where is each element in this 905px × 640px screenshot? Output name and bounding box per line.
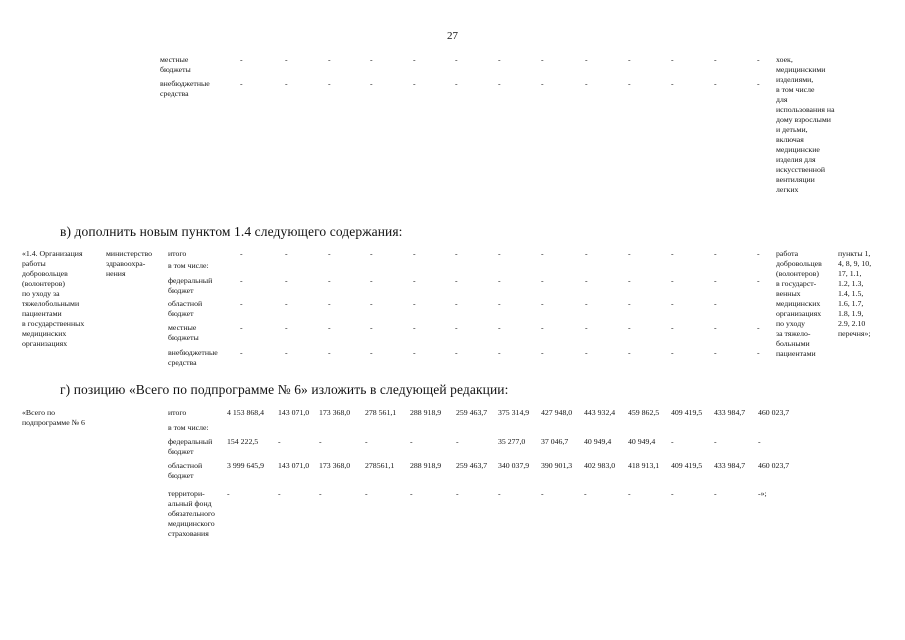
item-14-cell: - bbox=[370, 249, 373, 258]
top-cell: - bbox=[541, 79, 544, 88]
item-14-cell: - bbox=[455, 276, 458, 285]
top-cell: - bbox=[671, 55, 674, 64]
top-cell: - bbox=[240, 79, 243, 88]
total-cell: - bbox=[410, 489, 413, 498]
item-14-cell: - bbox=[240, 348, 243, 357]
total-cell: 288 918,9 bbox=[410, 408, 442, 417]
item-14-cell: - bbox=[671, 299, 674, 308]
item-14-cell: - bbox=[757, 348, 760, 357]
top-cell: - bbox=[285, 55, 288, 64]
item-14-cell: - bbox=[671, 348, 674, 357]
total-cell: - bbox=[227, 489, 230, 498]
item-14-cell: - bbox=[671, 323, 674, 332]
total-cell: - bbox=[278, 489, 281, 498]
item-14-cell: - bbox=[285, 299, 288, 308]
total-cell: - bbox=[541, 489, 544, 498]
item-14-cell: - bbox=[370, 323, 373, 332]
top-result-text: хоек, медицинскими изделиями, в том числе для использования на дому взрослыми и детьми, включая медицинские изделия для искусственной вентиляции легких bbox=[776, 55, 835, 194]
item-14-cell: - bbox=[240, 276, 243, 285]
top-cell: - bbox=[455, 79, 458, 88]
item-14-cell: - bbox=[285, 348, 288, 357]
total-cell: 427 948,0 bbox=[541, 408, 573, 417]
total-row-label: итого bbox=[168, 408, 187, 417]
total-row-label: федеральный бюджет bbox=[168, 437, 213, 456]
item-14-cell: - bbox=[541, 249, 544, 258]
total-cell: 418 913,1 bbox=[628, 461, 660, 470]
item-14-cell: - bbox=[413, 249, 416, 258]
total-cell: 259 463,7 bbox=[456, 408, 488, 417]
total-cell: - bbox=[365, 489, 368, 498]
item-14-cell: - bbox=[498, 276, 501, 285]
item-14-cell: - bbox=[370, 299, 373, 308]
top-cell: - bbox=[370, 55, 373, 64]
total-cell: - bbox=[410, 437, 413, 446]
top-row-label: местные бюджеты bbox=[160, 55, 191, 74]
item-14-row-label: областной бюджет bbox=[168, 299, 203, 318]
item-14-cell: - bbox=[541, 276, 544, 285]
total-row-label: территори- альный фонд обязательного медицинского страхования bbox=[168, 489, 215, 538]
item-14-cell: - bbox=[628, 299, 631, 308]
top-row-label: внебюджетные средства bbox=[160, 79, 210, 98]
top-cell: - bbox=[585, 55, 588, 64]
total-cell: 340 037,9 bbox=[498, 461, 530, 470]
item-14-cell: - bbox=[370, 276, 373, 285]
item-14-cell: - bbox=[455, 348, 458, 357]
total-cell: 288 918,9 bbox=[410, 461, 442, 470]
item-14-cell: - bbox=[498, 348, 501, 357]
item-14-cell: - bbox=[328, 276, 331, 285]
top-cell: - bbox=[328, 79, 331, 88]
item-14-cell: - bbox=[585, 249, 588, 258]
total-cell: 390 901,3 bbox=[541, 461, 573, 470]
item-14-cell: - bbox=[628, 276, 631, 285]
item-14-links: пункты 1, 4, 8, 9, 10, 17, 1.1, 1.2, 1.3, 1.4, 1.5, 1.6, 1.7, 1.8, 1.9, 2.9, 2.10 перечня»; bbox=[838, 249, 872, 338]
item-14-row-label: итого bbox=[168, 249, 187, 258]
item-14-cell: - bbox=[585, 299, 588, 308]
total-cell: - bbox=[498, 489, 501, 498]
item-14-cell: - bbox=[585, 348, 588, 357]
total-cell: - bbox=[671, 437, 674, 446]
total-cell: 154 222,5 bbox=[227, 437, 259, 446]
total-cell: 278 561,1 bbox=[365, 408, 397, 417]
item-14-result: работа добровольцев (волонтеров) в государст- венных медицинских организациях по уходу за тяжело- больными пациентами bbox=[776, 249, 822, 358]
total-cell: 460 023,7 bbox=[758, 408, 790, 417]
total-cell: 443 932,4 bbox=[584, 408, 616, 417]
total-cell: - bbox=[584, 489, 587, 498]
item-14-cell: - bbox=[671, 249, 674, 258]
top-cell: - bbox=[240, 55, 243, 64]
item-14-row-label: в том числе: bbox=[168, 261, 209, 270]
item-14-cell: - bbox=[498, 299, 501, 308]
total-cell: 402 983,0 bbox=[584, 461, 616, 470]
total-cell: 278561,1 bbox=[365, 461, 395, 470]
item-14-cell: - bbox=[757, 249, 760, 258]
total-cell: 433 984,7 bbox=[714, 408, 746, 417]
item-14-cell: - bbox=[328, 299, 331, 308]
total-name: «Всего по подпрограмме № 6 bbox=[22, 408, 85, 427]
total-cell: 37 046,7 bbox=[541, 437, 569, 446]
total-cell: -»; bbox=[758, 489, 767, 498]
item-14-cell: - bbox=[455, 249, 458, 258]
item-14-cell: - bbox=[714, 249, 717, 258]
item-14-cell: - bbox=[714, 276, 717, 285]
total-cell: 173 368,0 bbox=[319, 461, 351, 470]
top-cell: - bbox=[498, 55, 501, 64]
item-14-cell: - bbox=[455, 323, 458, 332]
item-14-cell: - bbox=[285, 249, 288, 258]
top-cell: - bbox=[757, 79, 760, 88]
item-14-cell: - bbox=[328, 348, 331, 357]
top-cell: - bbox=[714, 79, 717, 88]
top-cell: - bbox=[671, 79, 674, 88]
total-cell: - bbox=[365, 437, 368, 446]
top-cell: - bbox=[585, 79, 588, 88]
total-cell: 409 419,5 bbox=[671, 408, 703, 417]
item-14-cell: - bbox=[714, 323, 717, 332]
total-cell: 259 463,7 bbox=[456, 461, 488, 470]
total-cell: - bbox=[758, 437, 761, 446]
total-cell: - bbox=[456, 489, 459, 498]
item-14-cell: - bbox=[498, 323, 501, 332]
item-14-cell: - bbox=[714, 348, 717, 357]
item-14-cell: - bbox=[498, 249, 501, 258]
item-14-name: «1.4. Организация работы добровольцев (волонтеров) по уходу за тяжелобольными пациентами в государственных медицинских организациях bbox=[22, 249, 85, 348]
total-cell: 143 071,0 bbox=[278, 408, 310, 417]
item-14-cell: - bbox=[628, 348, 631, 357]
item-14-cell: - bbox=[757, 276, 760, 285]
total-cell: 143 071,0 bbox=[278, 461, 310, 470]
top-cell: - bbox=[413, 79, 416, 88]
top-cell: - bbox=[370, 79, 373, 88]
total-cell: 40 949,4 bbox=[584, 437, 612, 446]
top-cell: - bbox=[285, 79, 288, 88]
item-14-cell: - bbox=[240, 323, 243, 332]
total-row-label: областной бюджет bbox=[168, 461, 203, 480]
top-cell: - bbox=[498, 79, 501, 88]
item-14-row-label: местные бюджеты bbox=[168, 323, 199, 342]
item-14-cell: - bbox=[240, 299, 243, 308]
item-14-cell: - bbox=[455, 299, 458, 308]
top-cell: - bbox=[541, 55, 544, 64]
item-14-cell: - bbox=[285, 276, 288, 285]
item-14-cell: - bbox=[240, 249, 243, 258]
total-cell: - bbox=[628, 489, 631, 498]
total-cell: 433 984,7 bbox=[714, 461, 746, 470]
total-cell: 375 314,9 bbox=[498, 408, 530, 417]
heading-g: г) позицию «Всего по подпрограмме № 6» изложить в следующей редакции: bbox=[60, 382, 509, 397]
item-14-cell: - bbox=[541, 323, 544, 332]
item-14-cell: - bbox=[413, 276, 416, 285]
item-14-cell: - bbox=[714, 299, 717, 308]
item-14-cell: - bbox=[671, 276, 674, 285]
total-cell: - bbox=[456, 437, 459, 446]
item-14-cell: - bbox=[541, 299, 544, 308]
top-cell: - bbox=[714, 55, 717, 64]
total-cell: 35 277,0 bbox=[498, 437, 526, 446]
top-cell: - bbox=[328, 55, 331, 64]
item-14-cell: - bbox=[285, 323, 288, 332]
item-14-row-label: внебюджетные средства bbox=[168, 348, 218, 367]
item-14-cell: - bbox=[328, 249, 331, 258]
heading-v: в) дополнить новым пунктом 1.4 следующего содержания: bbox=[60, 224, 403, 239]
item-14-cell: - bbox=[413, 323, 416, 332]
total-cell: - bbox=[714, 489, 717, 498]
total-cell: 460 023,7 bbox=[758, 461, 790, 470]
item-14-cell: - bbox=[585, 323, 588, 332]
total-cell: - bbox=[278, 437, 281, 446]
item-14-cell: - bbox=[585, 276, 588, 285]
item-14-cell: - bbox=[628, 249, 631, 258]
top-cell: - bbox=[455, 55, 458, 64]
total-cell: - bbox=[319, 489, 322, 498]
top-cell: - bbox=[757, 55, 760, 64]
total-cell: 459 862,5 bbox=[628, 408, 660, 417]
item-14-executor: министерство здравоохра- нения bbox=[106, 249, 153, 278]
total-cell: 40 949,4 bbox=[628, 437, 656, 446]
total-cell: - bbox=[671, 489, 674, 498]
total-cell: 409 419,5 bbox=[671, 461, 703, 470]
total-cell: 173 368,0 bbox=[319, 408, 351, 417]
item-14-cell: - bbox=[370, 348, 373, 357]
item-14-cell: - bbox=[628, 323, 631, 332]
item-14-cell: - bbox=[328, 323, 331, 332]
top-cell: - bbox=[413, 55, 416, 64]
item-14-cell: - bbox=[757, 323, 760, 332]
total-row-label: в том числе: bbox=[168, 423, 209, 432]
top-cell: - bbox=[628, 55, 631, 64]
top-cell: - bbox=[628, 79, 631, 88]
total-cell: - bbox=[319, 437, 322, 446]
item-14-row-label: федеральный бюджет bbox=[168, 276, 213, 295]
total-cell: 3 999 645,9 bbox=[227, 461, 265, 470]
total-cell: 4 153 868,4 bbox=[227, 408, 265, 417]
item-14-cell: - bbox=[413, 348, 416, 357]
page-number: 27 bbox=[447, 30, 458, 42]
total-cell: - bbox=[714, 437, 717, 446]
item-14-cell: - bbox=[413, 299, 416, 308]
item-14-cell: - bbox=[541, 348, 544, 357]
